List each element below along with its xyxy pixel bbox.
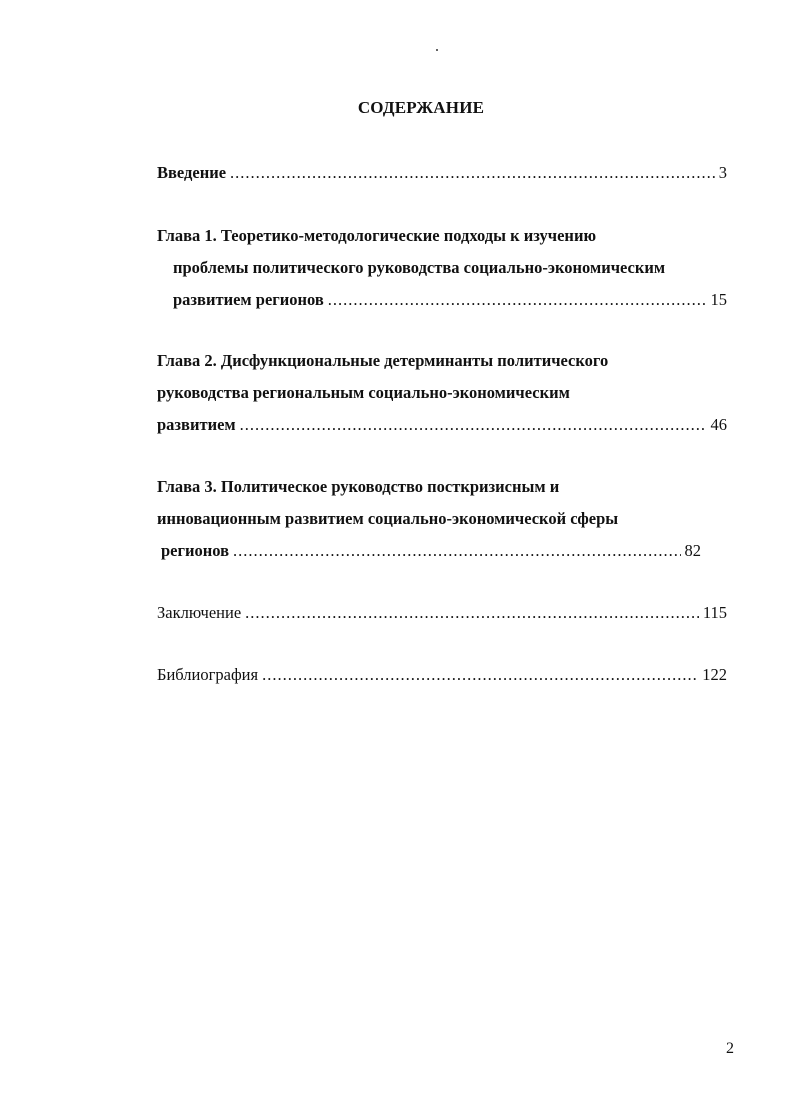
toc-entry-title-line: инновационным развитием социально-экономической сферы xyxy=(157,509,619,528)
toc-entry-label: развитием xyxy=(157,415,236,434)
toc-entry-title-line: руководства региональным социально-экономическим xyxy=(157,383,570,402)
toc-page-number: 3 xyxy=(718,163,727,182)
dot-leader xyxy=(230,157,715,189)
toc-entry-chapter-2[interactable] xyxy=(157,345,727,441)
toc-page-number: 122 xyxy=(702,665,727,684)
page-title: СОДЕРЖАНИЕ xyxy=(357,98,485,117)
toc-page-number: 15 xyxy=(710,290,727,309)
toc-line xyxy=(157,535,701,567)
page-number: 2 xyxy=(726,1040,734,1057)
toc-entry-intro[interactable] xyxy=(157,157,727,189)
dot-leader xyxy=(245,597,699,629)
toc-line xyxy=(157,597,727,629)
toc-entry-label: Введение xyxy=(157,163,227,182)
toc-page-number: 82 xyxy=(684,541,701,560)
dot-leader xyxy=(233,535,680,567)
toc-line xyxy=(157,409,727,441)
toc-line xyxy=(157,659,727,691)
toc-entry-conclusion[interactable] xyxy=(157,597,727,629)
toc-entry-label: развитием регионов xyxy=(173,290,324,309)
toc-entry-title-line: Глава 3. Политическое руководство посткризисным и xyxy=(157,477,560,496)
toc-entry-title-line: Глава 1. Теоретико-методологические подходы к изучению xyxy=(157,226,597,245)
toc-page-number: 46 xyxy=(710,415,727,434)
toc-entry-label: Заключение xyxy=(157,603,242,622)
toc-entry-label: Библиография xyxy=(157,665,259,684)
dot-leader xyxy=(240,409,707,441)
toc-line xyxy=(157,284,727,316)
scan-dot-mark xyxy=(436,49,438,51)
toc-entry-title-line: проблемы политического руководства социально-экономическим xyxy=(173,258,666,277)
toc-entry-chapter-3[interactable] xyxy=(157,471,727,567)
toc-entry-bibliography[interactable] xyxy=(157,659,727,691)
toc-page-number: 115 xyxy=(702,603,727,622)
dot-leader xyxy=(328,284,707,316)
toc-line xyxy=(157,157,727,189)
toc-entry-chapter-1[interactable] xyxy=(157,220,727,316)
toc-entry-title-line: Глава 2. Дисфункциональные детерминанты политического xyxy=(157,351,609,370)
toc-entry-label: регионов xyxy=(161,541,230,560)
dot-leader xyxy=(262,659,698,691)
